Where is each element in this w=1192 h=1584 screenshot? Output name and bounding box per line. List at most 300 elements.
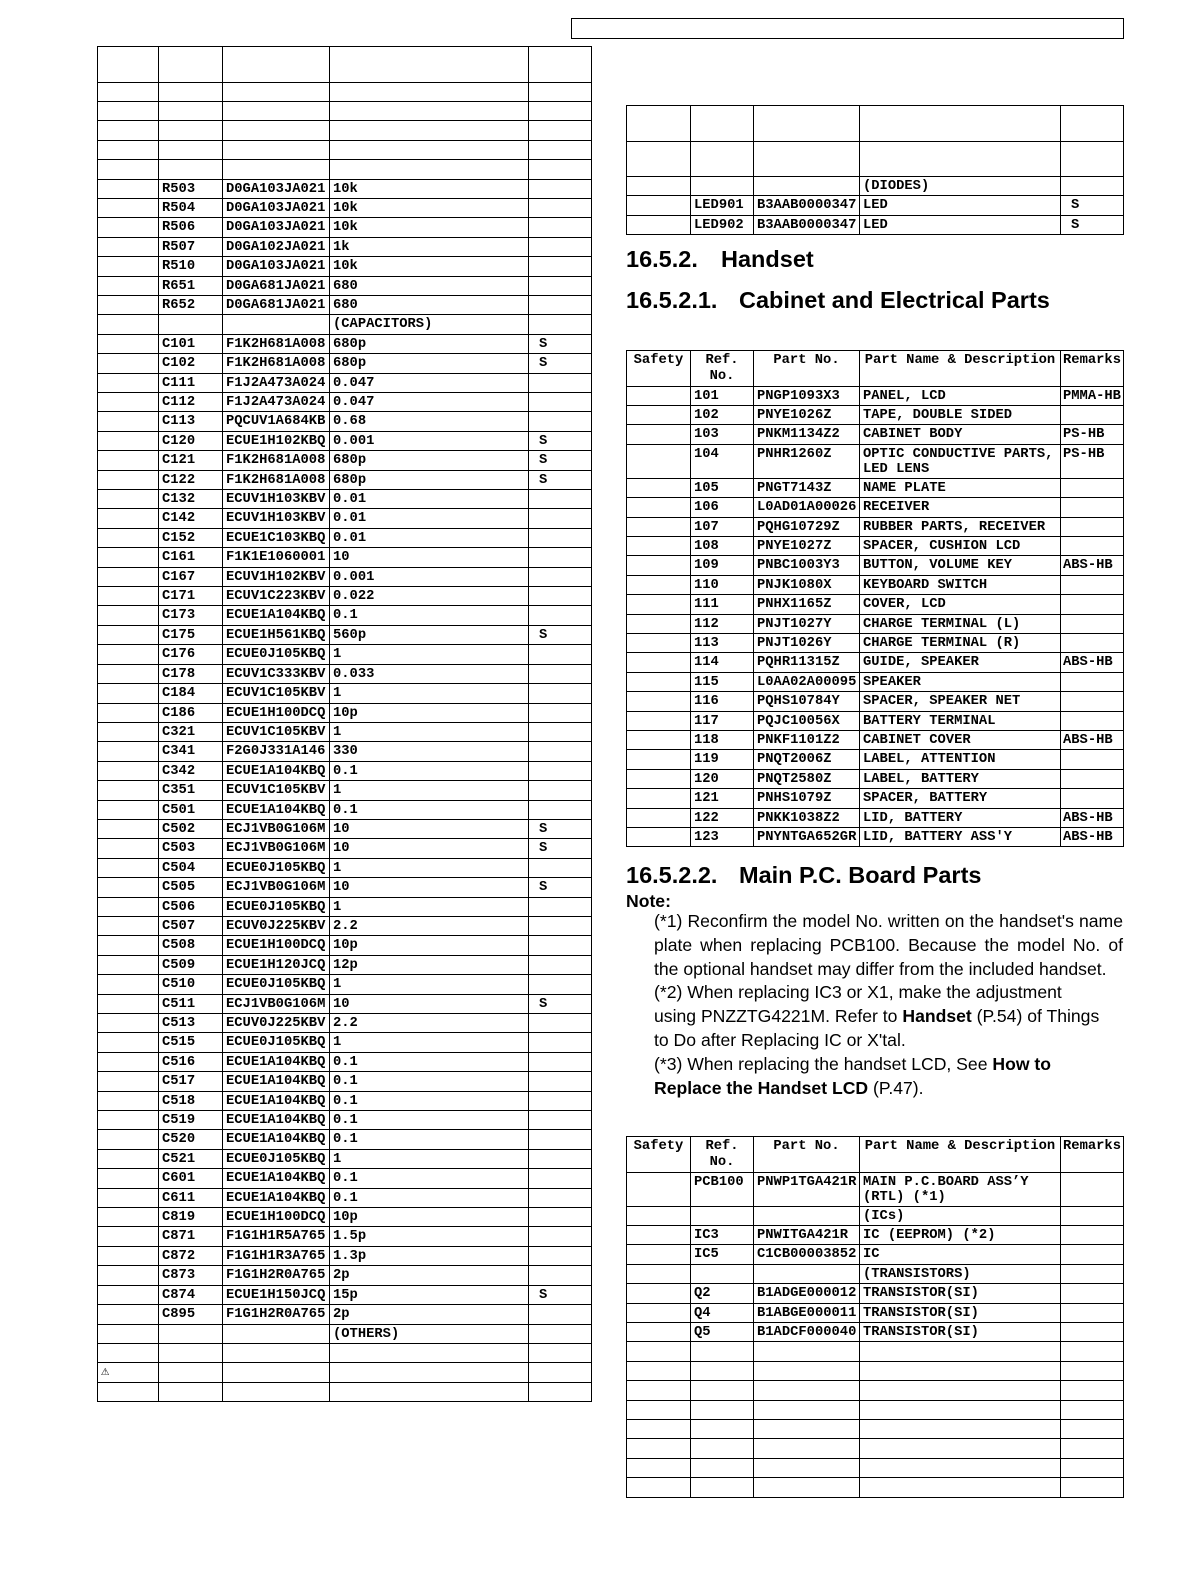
cell-ref-no: C501: [159, 801, 223, 819]
cell-part-no: ECUV1H103KBV: [223, 509, 330, 527]
cell-part-no: ECUV0J225KBV: [223, 917, 330, 935]
cell-safety: [98, 1325, 159, 1343]
cell-safety: [98, 548, 159, 566]
cell-remarks: S: [529, 432, 592, 450]
cell-part-name: 0.047: [330, 393, 529, 411]
cell-part-name: 0.047: [330, 374, 529, 392]
cell-part-name: 0.001: [330, 568, 529, 586]
table-row: [98, 1208, 592, 1227]
cell-part-no: ECUE1A104KBQ: [223, 1072, 330, 1090]
cell-part-name: IC: [860, 1245, 1061, 1263]
cell-remarks: [529, 1363, 592, 1381]
cell-ref-no: C152: [159, 529, 223, 547]
cell-part-no: ECUE0J105KBQ: [223, 645, 330, 663]
cell-safety: [98, 1227, 159, 1245]
cell-remarks: S: [529, 878, 592, 896]
cell-safety: [98, 218, 159, 236]
cell-part-no: F1G1H2R0A765: [223, 1305, 330, 1323]
cell-part-name: 10p: [330, 704, 529, 722]
cell-part-no: PNHS1079Z: [754, 789, 860, 807]
cell-remarks: [529, 1150, 592, 1168]
cell-ref-no: [691, 1362, 754, 1380]
cell-safety: [627, 216, 691, 234]
cell-part-name: 1.3p: [330, 1247, 529, 1265]
cell-part-no: PQCUV1A684KB: [223, 412, 330, 430]
cell-part-no: ECUE1H100DCQ: [223, 1208, 330, 1226]
cell-safety: [627, 789, 691, 807]
header-cell-part-no: [754, 142, 860, 177]
cell-safety: [627, 537, 691, 555]
cell-safety: [98, 83, 159, 101]
cell-part-name: 10: [330, 878, 529, 896]
cell-ref-no: C611: [159, 1189, 223, 1207]
cell-safety: [98, 917, 159, 935]
cell-ref-no: C516: [159, 1053, 223, 1071]
cell-safety: [627, 1401, 691, 1419]
cell-part-no: [223, 83, 330, 101]
cell-safety: [98, 335, 159, 353]
cell-remarks: [1061, 479, 1124, 497]
table-row: [627, 1459, 1124, 1478]
header-cell-part-name: Part Name & Description: [860, 1137, 1061, 1172]
header-cell-part-name: Part Name & Description: [860, 351, 1061, 386]
table-row: [627, 634, 1124, 653]
cell-safety: [627, 673, 691, 691]
cell-remarks: [1061, 770, 1124, 788]
note-body: [654, 910, 1123, 1100]
cell-safety: [98, 1383, 159, 1401]
cell-ref-no: R651: [159, 277, 223, 295]
table-row: [627, 1304, 1124, 1323]
cell-remarks: [529, 1111, 592, 1129]
note-line: to Do after Replacing IC or X'tal.: [654, 1029, 906, 1050]
section-number: 16.5.2.2.: [626, 862, 718, 888]
cell-remarks: [1061, 1342, 1124, 1360]
cell-part-name: 0.1: [330, 1072, 529, 1090]
note-text: (P.47).: [868, 1077, 924, 1098]
table-row: [98, 568, 592, 587]
table-row: [627, 595, 1124, 614]
note-text: (*3) When replacing the handset LCD, See: [654, 1053, 993, 1074]
cell-part-no: PNYE1026Z: [754, 406, 860, 424]
cell-remarks: S: [529, 820, 592, 838]
cell-safety: [98, 723, 159, 741]
cell-safety: [98, 936, 159, 954]
cell-part-no: B1ABGE000011: [754, 1304, 860, 1322]
cell-part-no: B1ADCF000040: [754, 1323, 860, 1341]
cell-part-name: [860, 1439, 1061, 1457]
table-row: [627, 1381, 1124, 1400]
cell-ref-no: [159, 315, 223, 333]
cell-part-name: SPACER, CUSHION LCD: [860, 537, 1061, 555]
table-header-row: [98, 47, 592, 83]
table-row: [627, 1284, 1124, 1303]
cell-part-no: D0GA103JA021: [223, 218, 330, 236]
cell-safety: [627, 809, 691, 827]
cell-part-name: 0.01: [330, 490, 529, 508]
header-cell-safety: [627, 142, 691, 177]
cell-ref-no: [159, 141, 223, 159]
table-row: [98, 665, 592, 684]
cell-remarks: [529, 704, 592, 722]
cell-remarks: [1061, 1226, 1124, 1244]
cell-part-no: [754, 177, 860, 195]
header-cell-ref-no: Ref. No.: [691, 351, 754, 386]
cell-part-no: B1ADGE000012: [754, 1284, 860, 1302]
cell-part-no: PNGT7143Z: [754, 479, 860, 497]
cell-part-no: F1G1H2R0A765: [223, 1266, 330, 1284]
cell-remarks: [1061, 406, 1124, 424]
cell-part-name: CHARGE TERMINAL (R): [860, 634, 1061, 652]
cell-part-no: PNHR1260Z: [754, 445, 860, 478]
cell-ref-no: C142: [159, 509, 223, 527]
cell-remarks: [1061, 1439, 1124, 1457]
cell-ref-no: C895: [159, 1305, 223, 1323]
note-label: Note:: [626, 891, 671, 911]
cell-part-no: D0GA681JA021: [223, 296, 330, 314]
cell-remarks: [529, 548, 592, 566]
cell-remarks: [1061, 692, 1124, 710]
cell-safety: [627, 1245, 691, 1263]
cell-part-name: [860, 1478, 1061, 1496]
cell-safety: [98, 374, 159, 392]
cell-part-name: 1: [330, 781, 529, 799]
cell-remarks: S: [529, 839, 592, 857]
cell-remarks: [529, 1072, 592, 1090]
cell-part-name: 10p: [330, 936, 529, 954]
table-row: [98, 160, 592, 179]
table-row: [98, 509, 592, 528]
cell-remarks: S: [529, 354, 592, 372]
cell-remarks: [529, 762, 592, 780]
note-ref-how-to[interactable]: How to: [992, 1053, 1052, 1074]
cell-part-name: NAME PLATE: [860, 479, 1061, 497]
table-row: [98, 1383, 592, 1402]
header-cell-ref-no: [691, 106, 754, 141]
cell-part-no: ECUE0J105KBQ: [223, 1150, 330, 1168]
cell-ref-no: C521: [159, 1150, 223, 1168]
cell-safety: [627, 1420, 691, 1438]
cell-safety: [627, 1265, 691, 1283]
cell-part-no: ECUE0J105KBQ: [223, 898, 330, 916]
cell-safety: [98, 296, 159, 314]
cell-part-name: [860, 1401, 1061, 1419]
cell-ref-no: C507: [159, 917, 223, 935]
table-row: [98, 995, 592, 1014]
cell-part-name: BATTERY TERMINAL: [860, 712, 1061, 730]
cell-remarks: [529, 83, 592, 101]
cell-ref-no: R510: [159, 257, 223, 275]
table-row: [98, 936, 592, 955]
table-row: [98, 975, 592, 994]
table-row: [627, 673, 1124, 692]
cell-remarks: [529, 1014, 592, 1032]
note-ref-replace-lcd[interactable]: Replace the Handset LCD: [654, 1077, 869, 1098]
table-row: [98, 1344, 592, 1363]
cell-part-no: ECUE0J105KBQ: [223, 975, 330, 993]
section-number: 16.5.2.: [626, 246, 698, 272]
cell-part-name: LABEL, ATTENTION: [860, 750, 1061, 768]
cell-part-name: 0.1: [330, 801, 529, 819]
cell-remarks: [1061, 789, 1124, 807]
cell-part-no: [223, 160, 330, 178]
cell-part-name: 10k: [330, 218, 529, 236]
cell-part-name: 560p: [330, 626, 529, 644]
cell-safety: [627, 1226, 691, 1244]
cell-part-no: ECUE1A104KBQ: [223, 1053, 330, 1071]
cell-safety: [627, 1284, 691, 1302]
cell-safety: [627, 1323, 691, 1341]
cell-part-no: PNYE1027Z: [754, 537, 860, 555]
cell-remarks: ABS-HB: [1061, 556, 1124, 574]
cell-part-name: TRANSISTOR(SI): [860, 1304, 1061, 1322]
table-row: [627, 1342, 1124, 1361]
section-number: 16.5.2.1.: [626, 287, 718, 313]
table-row: [98, 645, 592, 664]
cell-part-no: [223, 1363, 330, 1381]
cell-part-name: TRANSISTOR(SI): [860, 1284, 1061, 1302]
table-row: [627, 1401, 1124, 1420]
cell-part-name: RUBBER PARTS, RECEIVER: [860, 518, 1061, 536]
cell-remarks: [529, 199, 592, 217]
header-cell-part-no: [754, 106, 860, 141]
cell-safety: [98, 277, 159, 295]
cell-ref-no: 113: [691, 634, 754, 652]
cell-remarks: [529, 1189, 592, 1207]
cell-part-name: (DIODES): [860, 177, 1061, 195]
cell-part-name: TAPE, DOUBLE SIDED: [860, 406, 1061, 424]
cell-part-name: [330, 160, 529, 178]
cell-remarks: S: [529, 1286, 592, 1304]
cell-ref-no: 114: [691, 653, 754, 671]
cell-part-no: D0GA681JA021: [223, 277, 330, 295]
table-row: [627, 1420, 1124, 1439]
cell-part-no: ECJ1VB0G106M: [223, 878, 330, 896]
cell-safety: [627, 406, 691, 424]
cell-safety: [98, 451, 159, 469]
table-row: [98, 1227, 592, 1246]
table-row: [98, 762, 592, 781]
table-row: [98, 315, 592, 334]
parts-table-cabinet: [626, 350, 1124, 847]
cell-safety: [98, 509, 159, 527]
cell-part-name: TRANSISTOR(SI): [860, 1323, 1061, 1341]
cell-ref-no: 112: [691, 615, 754, 633]
table-row: [627, 518, 1124, 537]
cell-part-name: SPACER, BATTERY: [860, 789, 1061, 807]
table-row: [98, 1150, 592, 1169]
table-row: [627, 731, 1124, 750]
cell-part-no: F2G0J331A146: [223, 742, 330, 760]
cell-part-no: ECUE1A104KBQ: [223, 1092, 330, 1110]
cell-ref-no: 103: [691, 425, 754, 443]
cell-remarks: [529, 1325, 592, 1343]
table-row: [627, 712, 1124, 731]
header-cell-safety: Safety: [627, 351, 691, 386]
cell-remarks: [529, 723, 592, 741]
cell-part-no: PNJK1080X: [754, 576, 860, 594]
table-row: [98, 218, 592, 237]
cell-part-name: [860, 1420, 1061, 1438]
cell-remarks: [1061, 750, 1124, 768]
note-ref-handset[interactable]: Handset: [902, 1006, 972, 1027]
cell-ref-no: R503: [159, 180, 223, 198]
cell-remarks: [529, 606, 592, 624]
cell-ref-no: C519: [159, 1111, 223, 1129]
cell-part-name: LID, BATTERY ASS'Y: [860, 828, 1061, 846]
cell-part-no: D0GA103JA021: [223, 199, 330, 217]
cell-ref-no: C171: [159, 587, 223, 605]
cell-ref-no: R504: [159, 199, 223, 217]
header-cell-remarks: [1061, 106, 1124, 141]
cell-remarks: ABS-HB: [1061, 731, 1124, 749]
cell-safety: [98, 160, 159, 178]
table-row: [98, 801, 592, 820]
table-row: [627, 479, 1124, 498]
cell-part-name: 0.022: [330, 587, 529, 605]
cell-ref-no: C342: [159, 762, 223, 780]
cell-ref-no: [691, 1207, 754, 1225]
cell-ref-no: PCB100: [691, 1173, 754, 1206]
table-row: [98, 626, 592, 645]
cell-part-no: [223, 1383, 330, 1401]
header-cell-remarks: [529, 47, 592, 82]
cell-safety: [98, 956, 159, 974]
cell-ref-no: [159, 102, 223, 120]
cell-part-no: PNKK1038Z2: [754, 809, 860, 827]
cell-ref-no: [159, 1325, 223, 1343]
cell-safety: [627, 196, 691, 214]
cell-ref-no: 102: [691, 406, 754, 424]
table-row: [98, 859, 592, 878]
cell-part-no: ECUE1A104KBQ: [223, 1189, 330, 1207]
table-row: [627, 809, 1124, 828]
cell-ref-no: C176: [159, 645, 223, 663]
cell-ref-no: C872: [159, 1247, 223, 1265]
table-header-row: [627, 351, 1124, 387]
cell-part-no: PNJT1026Y: [754, 634, 860, 652]
note-line: plate when replacing PCB100. Because the model No. of: [654, 934, 1123, 955]
cell-part-name: 680p: [330, 354, 529, 372]
cell-remarks: [529, 781, 592, 799]
cell-ref-no: [691, 1381, 754, 1399]
cell-safety: [98, 412, 159, 430]
cell-remarks: [529, 218, 592, 236]
cell-part-name: 0.1: [330, 606, 529, 624]
cell-part-name: 1: [330, 684, 529, 702]
parts-table-diodes: [626, 105, 1124, 235]
cell-part-name: LABEL, BATTERY: [860, 770, 1061, 788]
cell-ref-no: C186: [159, 704, 223, 722]
section-heading-main-pcb: [626, 861, 981, 889]
cell-part-name: SPEAKER: [860, 673, 1061, 691]
table-row: [98, 1266, 592, 1285]
cell-safety: [98, 1150, 159, 1168]
cell-remarks: [529, 1227, 592, 1245]
cell-part-no: [754, 1207, 860, 1225]
cell-part-name: 10: [330, 839, 529, 857]
cell-part-no: PNKF1101Z2: [754, 731, 860, 749]
table-row: [627, 1173, 1124, 1207]
cell-remarks: [1061, 1401, 1124, 1419]
table-row: [98, 1286, 592, 1305]
cell-ref-no: 119: [691, 750, 754, 768]
cell-part-name: 0.1: [330, 1189, 529, 1207]
cell-remarks: [529, 1208, 592, 1226]
cell-ref-no: C167: [159, 568, 223, 586]
table-row: [98, 1014, 592, 1033]
header-cell-ref-no: [691, 142, 754, 177]
cell-part-no: ECJ1VB0G106M: [223, 820, 330, 838]
cell-ref-no: C132: [159, 490, 223, 508]
cell-part-no: F1J2A473A024: [223, 374, 330, 392]
cell-remarks: ABS-HB: [1061, 653, 1124, 671]
cell-safety: [627, 556, 691, 574]
cell-safety: [98, 1014, 159, 1032]
cell-safety: [98, 432, 159, 450]
cell-part-name: LID, BATTERY: [860, 809, 1061, 827]
cell-part-name: 0.68: [330, 412, 529, 430]
cell-ref-no: [159, 160, 223, 178]
cell-ref-no: C518: [159, 1092, 223, 1110]
cell-ref-no: [691, 177, 754, 195]
cell-ref-no: [691, 1401, 754, 1419]
cell-ref-no: C341: [159, 742, 223, 760]
cell-part-name: BUTTON, VOLUME KEY: [860, 556, 1061, 574]
cell-part-no: F1K2H681A008: [223, 335, 330, 353]
cell-safety: [98, 1092, 159, 1110]
table-row: [98, 121, 592, 140]
cell-part-name: LED: [860, 216, 1061, 234]
cell-ref-no: C513: [159, 1014, 223, 1032]
cell-safety: [627, 615, 691, 633]
cell-remarks: [529, 529, 592, 547]
cell-part-no: [754, 1265, 860, 1283]
header-cell-part-no: Part No.: [754, 351, 860, 386]
cell-remarks: [529, 412, 592, 430]
cell-part-name: 15p: [330, 1286, 529, 1304]
cell-part-name: 10k: [330, 180, 529, 198]
cell-safety: [627, 479, 691, 497]
section-title: Cabinet and Electrical Parts: [739, 287, 1050, 313]
cell-part-name: [330, 1363, 529, 1381]
table-row: [627, 576, 1124, 595]
cell-safety: [98, 1111, 159, 1129]
cell-safety: [627, 498, 691, 516]
cell-ref-no: [159, 1383, 223, 1401]
cell-part-name: [860, 1362, 1061, 1380]
cell-remarks: S: [529, 626, 592, 644]
cell-ref-no: LED902: [691, 216, 754, 234]
header-cell-ref-no: Ref. No.: [691, 1137, 754, 1172]
cell-safety: [98, 801, 159, 819]
cell-safety: [627, 692, 691, 710]
cell-remarks: [529, 1169, 592, 1187]
cell-ref-no: C510: [159, 975, 223, 993]
cell-part-name: MAIN P.C.BOARD ASS’Y (RTL) (*1): [860, 1173, 1061, 1206]
cell-ref-no: C113: [159, 412, 223, 430]
table-row: [627, 537, 1124, 556]
cell-part-no: PNQT2006Z: [754, 750, 860, 768]
cell-part-no: ECUE1C103KBQ: [223, 529, 330, 547]
cell-part-name: 1: [330, 1033, 529, 1051]
cell-part-no: B3AAB0000347: [754, 216, 860, 234]
cell-ref-no: [159, 121, 223, 139]
table-row: [98, 180, 592, 199]
cell-part-name: 0.1: [330, 1053, 529, 1071]
table-row: [98, 820, 592, 839]
cell-part-name: 2p: [330, 1266, 529, 1284]
